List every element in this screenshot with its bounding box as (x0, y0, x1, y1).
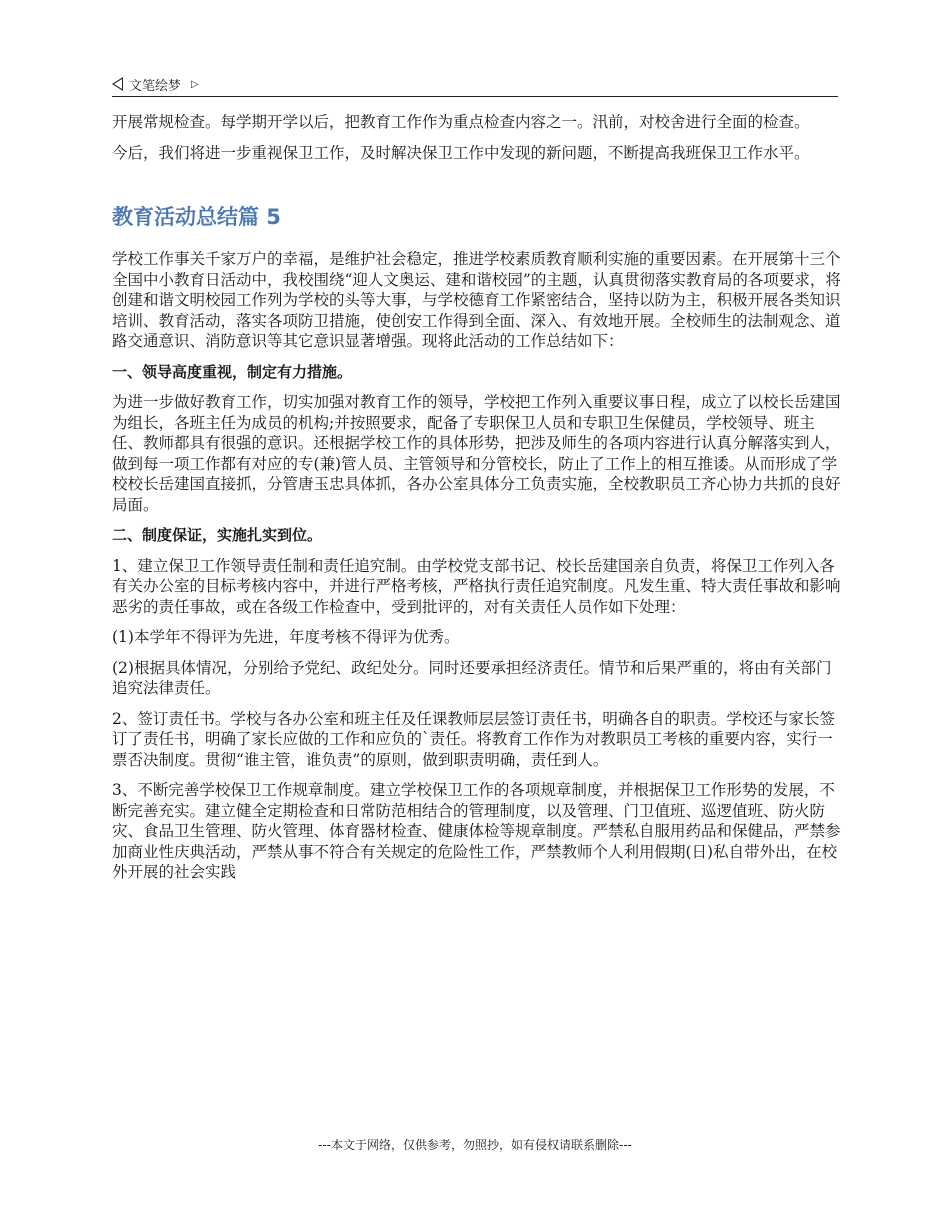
paragraph: 今后，我们将进一步重视保卫工作，及时解决保卫工作中发现的新问题，不断提高我班保卫工作水平。 (112, 143, 810, 162)
list-item: 1、建立保卫工作领导责任制和责任追究制。由学校党支部书记、校长岳建国亲自负责，将保卫工作列入各有关办公室的目标考核内容中，并进行严格考核，严格执行责任追究制度。凡发生重、特大责任事故和影响恶劣的责任事故，或在各级工作检查中，受到批评的，对有关责任人员作如下处理： (112, 556, 841, 616)
triangle-right-icon: ▷ (191, 78, 199, 90)
sub-item: (1)本学年不得评为先进，年度考核不得评为优秀。 (112, 628, 460, 646)
triangle-left-icon (112, 77, 123, 91)
sub-item: (2)根据具体情况，分别给予党纪、政纪处分。同时还要承担经济责任。情节和后果严重的，将由有关部门追究法律责任。 (112, 658, 832, 697)
heading-one: 一、领导高度重视，制定有力措施。 (112, 362, 353, 381)
brand-label: 文笔绘梦 (129, 78, 182, 94)
page-footer: ---本文于网络，仅供参考，勿照抄，如有侵权请联系删除--- (318, 1138, 632, 1152)
page-header (112, 72, 838, 97)
heading-two: 二、制度保证，实施扎实到位。 (112, 526, 323, 544)
list-item: 3、不断完善学校保卫工作规章制度。建立学校保卫工作的各项规章制度，并根据保卫工作形势的发展，不断完善充实。建立健全定期检查和日常防范相结合的管理制度，以及管理、门卫值班、巡逻值班、防火防灾、食品卫生管理、防火管理、体育器材检查、健康体检等规章制度。严禁私自服用药品和保健品，严禁参加商业性庆典活动，严禁从事不符合有关规定的危险性工作，严禁教师个人利用假期(日)私自带外出，在校外开展的社会实践 (112, 781, 841, 881)
paragraph: 开展常规检查。每学期开学以后，把教育工作作为重点检查内容之一。汛前，对校舍进行全面的检查。 (112, 113, 810, 131)
paragraph: 为进一步做好教育工作，切实加强对教育工作的领导，学校把工作列入重要议事日程，成立了以校长岳建国为组长，各班主任为成员的机构;并按照要求，配备了专职保卫人员和专职卫生保健员，学校领导、班主任、教师都具有很强的意识。还根据学校工作的具体形势，把涉及师生的各项内容进行认真分解落实到人，做到每一项工作都有对应的专(兼)管人员、主管领导和分管校长，防止了工作上的相互推诿。从而形成了学校校长岳建国直接抓，分管唐玉忠具体抓，各办公室具体分工负责实施，全校教职员工齐心协力共抓的良好局面。 (112, 393, 841, 514)
document-body (112, 112, 842, 893)
section-title: 教育活动总结篇 5 (112, 205, 281, 229)
intro-paragraph: 学校工作事关千家万户的幸福，是维护社会稳定，推进学校素质教育顺利实施的重要因素。在开展第十三个全国中小教育日活动中，我校围绕“迎人文奥运、建和谐校园”的主题，认真贯彻落实教育局的各项要求，将创建和谐文明校园工作列为学校的头等大事，与学校德育工作紧密结合，坚持以防为主，积极开展各类知识培训、教育活动，落实各项防卫措施，使创安工作得到全面、深入、有效地开展。全校师生的法制观念、道路交通意识、消防意识等其它意识显著增强。现将此活动的工作总结如下： (112, 250, 841, 350)
list-item: 2、签订责任书。学校与各办公室和班主任及任课教师层层签订责任书，明确各自的职责。学校还与家长签订了责任书，明确了家长应做的工作和应负的`责任。将教育工作作为对教职员工考核的重要内容，实行一票否决制度。贯彻“谁主管，谁负责”的原则，做到职责明确，责任到人。 (112, 709, 835, 769)
